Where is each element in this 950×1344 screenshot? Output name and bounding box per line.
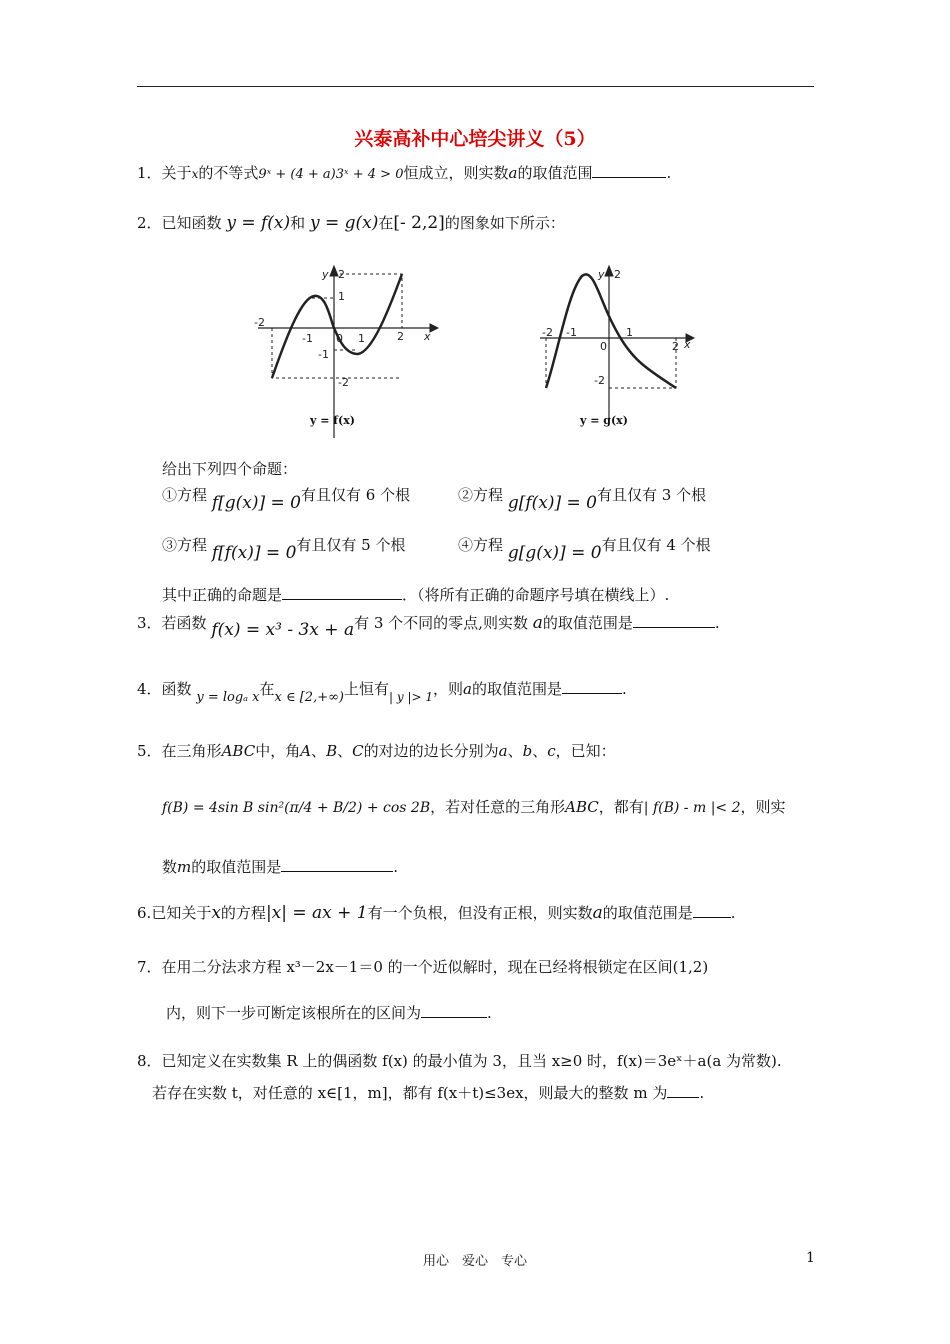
proposition-1: ①方程 f[g(x)] = 0有且仅有 6 个根	[162, 486, 411, 513]
question-6: 6.已知关于x的方程|x| = ax + 1有一个负根，但没有正根，则实数a的取值范围是 .	[137, 903, 736, 923]
svg-text:-2: -2	[338, 376, 349, 389]
svg-text:0: 0	[336, 332, 343, 345]
svg-text:1: 1	[626, 326, 633, 339]
question-7-line-2: 内，则下一步可断定该根所在的区间为 .	[166, 1004, 492, 1022]
svg-text:2: 2	[614, 268, 621, 281]
svg-text:1: 1	[358, 332, 365, 345]
question-5-line-1: 5．在三角形ABC中，角A、B、C的对边的边长分别为a、b、c，已知：	[137, 742, 616, 760]
caption-g: y = g(x)	[580, 414, 628, 427]
answer-blank-2[interactable]	[282, 587, 402, 600]
svg-text:-2: -2	[542, 326, 553, 339]
answer-blank-8[interactable]	[667, 1085, 699, 1098]
svg-text:x: x	[684, 338, 691, 351]
svg-text:1: 1	[338, 290, 345, 303]
svg-text:-1: -1	[318, 348, 329, 361]
svg-text:-2: -2	[594, 374, 605, 387]
svg-text:y: y	[322, 268, 329, 281]
proposition-3: ③方程 f[f(x)] = 0有且仅有 5 个根	[162, 536, 406, 563]
question-2: 2．已知函数 y = f(x)和 y = g(x)在[- 2,2]的图象如下所示：	[137, 213, 565, 233]
question-7-line-1: 7．在用二分法求方程 x³－2x－1＝0 的一个近似解时，现在已经将根锁定在区间(1,2)	[137, 958, 709, 976]
question-8-line-1: 8．已知定义在实数集 R 上的偶函数 f(x) 的最小值为 3，且当 x≥0 时，f(x)＝3eˣ＋a(a 为常数).	[137, 1052, 782, 1070]
svg-text:-2: -2	[254, 316, 265, 329]
answer-blank-5[interactable]	[281, 859, 393, 872]
svg-text:2: 2	[672, 340, 679, 353]
proposition-2: ②方程 g[f(x)] = 0有且仅有 3 个根	[458, 486, 707, 513]
q2-intro: 给出下列四个命题：	[162, 460, 298, 478]
answer-blank-6[interactable]	[693, 905, 731, 918]
caption-f: y = f(x)	[310, 414, 355, 427]
header-rule	[137, 86, 814, 87]
q2-answer-line: 其中正确的命题是 ．（将所有正确的命题序号填在横线上）.	[162, 586, 670, 604]
page-title: 兴泰高补中心培尖讲义（5）	[354, 128, 596, 150]
question-5-line-2: f(B) = 4sin B sin²(π/4 + B/2) + cos 2B，若对任意的三角形ABC，都有| f(B) - m |< 2，则实	[162, 798, 786, 816]
svg-text:2: 2	[338, 268, 345, 281]
question-4: 4．函数 y = logₐ x在x ∈ [2,+∞)上恒有$_{| y |> 1}$，则a的取值范围是 .	[137, 680, 627, 705]
page-footer: 用心 爱心 专心	[422, 1254, 527, 1269]
graph-g	[538, 262, 698, 432]
answer-blank-7[interactable]	[421, 1005, 487, 1018]
svg-text:y: y	[598, 268, 605, 281]
question-1: 1．关于x的不等式9ˣ + (4 + a)3ˣ + 4 > 0恒成立，则实数a的取值范围 .	[137, 164, 672, 182]
question-5-line-3: 数m的取值范围是 .	[162, 858, 399, 876]
svg-text:2: 2	[397, 330, 404, 343]
svg-text:0: 0	[600, 340, 607, 353]
svg-text:x: x	[424, 330, 431, 343]
svg-text:-1: -1	[566, 326, 577, 339]
answer-blank-1[interactable]	[592, 165, 666, 178]
answer-blank-3[interactable]	[633, 615, 715, 628]
page-number: 1	[806, 1250, 815, 1266]
question-8-line-2: 若存在实数 t，对任意的 x∈[1，m]，都有 f(x＋t)≤3ex，则最大的整数 m 为 .	[152, 1084, 705, 1102]
svg-text:-1: -1	[302, 332, 313, 345]
answer-blank-4[interactable]	[562, 681, 622, 694]
proposition-4: ④方程 g[g(x)] = 0有且仅有 4 个根	[458, 536, 711, 563]
question-3: 3．若函数 f(x) = x³ - 3x + a有 3 个不同的零点,则实数 a的取值范围是 .	[137, 613, 720, 640]
